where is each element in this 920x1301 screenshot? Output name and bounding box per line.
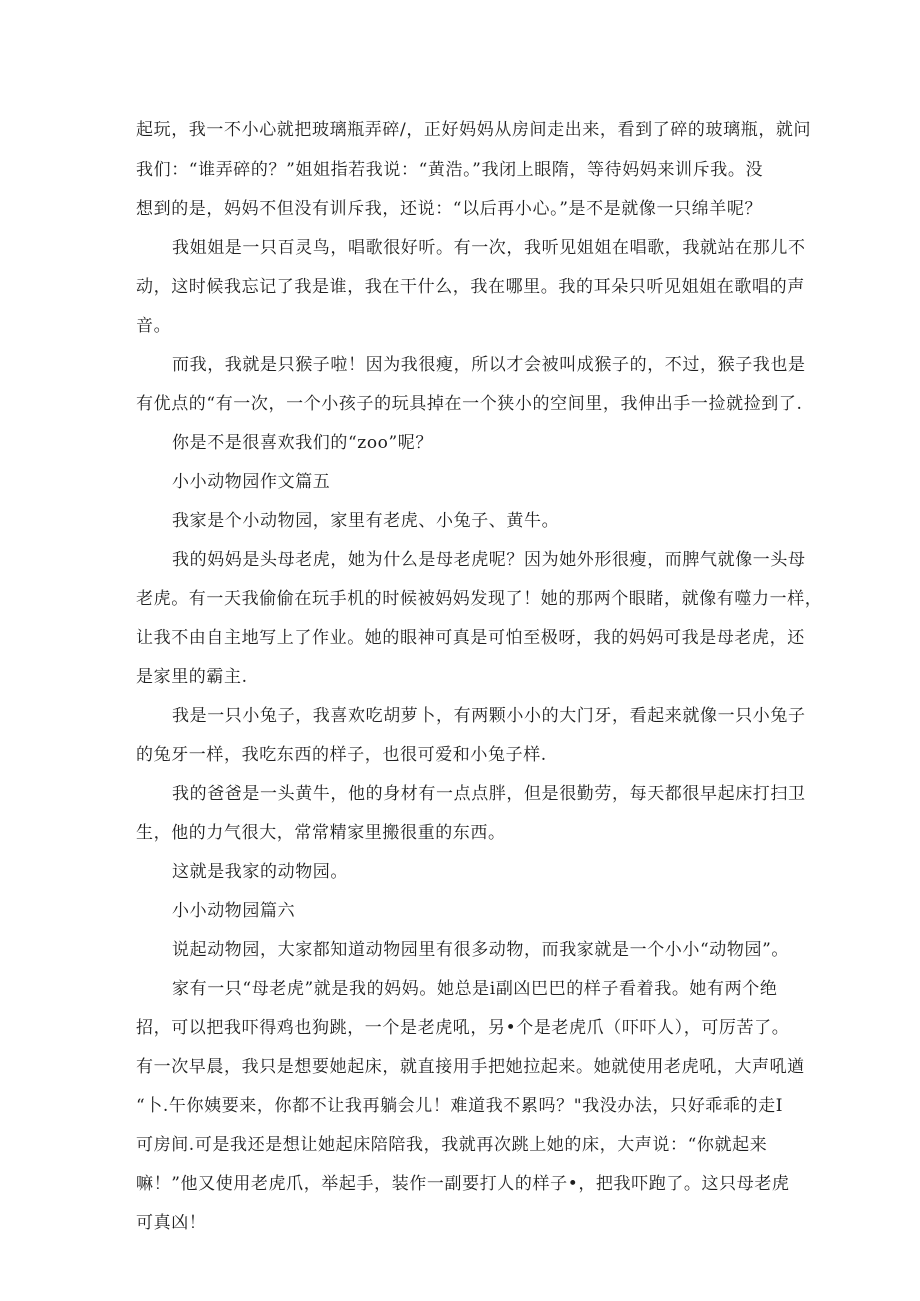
text-line: 家有一只“母老虎”就是我的妈妈。她总是i副凶巴巴的样子看着我。她有两个绝 [172, 979, 778, 999]
text-line: 说起动物园，大家都知道动物园里有很多动物，而我家就是一个小小“动物园”。 [172, 940, 789, 960]
text-line: 起玩，我一不小心就把玻璃瓶弄碎/，正好妈妈从房间走出来，看到了碎的玻璃瓶，就问 [136, 120, 812, 140]
section-heading: 小小动物园篇六 [172, 901, 296, 921]
text-line: 让我不由自主地写上了作业。她的眼神可真是可怕至极呀，我的妈妈可我是母老虎，还 [136, 628, 805, 648]
text-line: 的兔牙一样，我吃东西的样子，也很可爱和小兔子样. [136, 745, 547, 765]
text-line: 有优点的“有一次，一个小孩子的玩具掉在一个狭小的空间里，我伸出手一捡就捡到了. [136, 394, 803, 414]
text-line: 音。 [136, 316, 172, 336]
text-line: 你是不是很喜欢我们的“zoo”呢？ [172, 433, 434, 453]
text-line: 这就是我家的动物园。 [172, 862, 348, 882]
text-line: 嘛！”他又使用老虎爪，举起手，装作一副要打人的样子•，把我吓跑了。这只母老虎 [136, 1174, 790, 1194]
text-line: 我的爸爸是一头黄牛，他的身材有一点点胖，但是很勤劳，每天都很早起床打扫卫 [172, 784, 806, 804]
text-line: “卜.午你姨要来，你都不让我再躺会儿！难道我不累吗？"我没办法，只好乖乖的走I [136, 1096, 784, 1116]
text-line: 动，这时候我忘记了我是谁，我在干什么，我在哪里。我的耳朵只听见姐姐在歌唱的声 [136, 277, 805, 297]
text-line: 我姐姐是一只百灵鸟，唱歌很好听。有一次，我听见姐姐在唱歌，我就站在那儿不 [172, 238, 806, 258]
text-line: 招，可以把我吓得鸡也狗跳，一个是老虎吼，另•个是老虎爪（吓吓人），可厉苦了。 [136, 1018, 790, 1038]
text-line: 我家是个小动物园，家里有老虎、小兔子、黄牛。 [172, 511, 560, 531]
text-line: 生，他的力气很大，常常精家里搬很重的东西。 [136, 823, 506, 843]
text-line: 我的妈妈是头母老虎，她为什么是母老虎呢？因为她外形很瘦，而脾气就像一头母 [172, 550, 806, 570]
text-line: 可房间.可是我还是想让她起床陪陪我，我就再次跳上她的床，大声说：“你就起来 [136, 1135, 768, 1155]
text-line: 我是一只小兔子，我喜欢吃胡萝卜，有两颗小小的大门牙，看起来就像一只小兔子 [172, 706, 806, 726]
text-line: 而我，我就是只猴子啦！因为我很瘦，所以才会被叫成猴子的，不过，猴子我也是 [172, 355, 806, 375]
section-heading: 小小动物园作文篇五 [172, 472, 331, 492]
text-line: 是家里的霸主. [136, 667, 248, 687]
text-line: 想到的是，妈妈不但没有训斥我，还说：“以后再小心。”是不是就像一只绵羊呢？ [136, 199, 763, 219]
text-line: 有一次早晨，我只是想要她起床，就直接用手把她拉起来。她就使用老虎吼，大声吼遒 [136, 1057, 805, 1077]
text-line: 我们：“谁弄碎的？”姐姐指若我说：“黄浩。”我闭上眼隋，等待妈妈来训斥我。没 [136, 160, 764, 180]
text-line: 老虎。有一天我偷偷在玩手机的时候被妈妈发现了！她的那两个眼睹，就像有噬力一样， [136, 589, 823, 609]
text-line: 可真凶！ [136, 1213, 207, 1233]
